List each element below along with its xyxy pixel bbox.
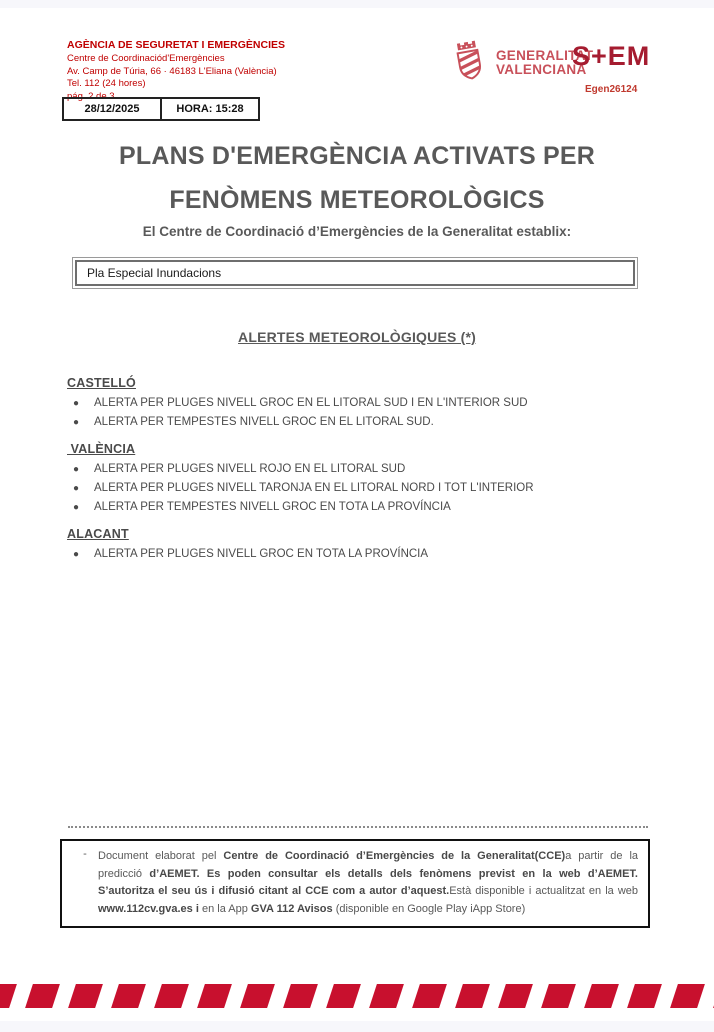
gva-logo-line2: VALENCIANA	[496, 62, 587, 77]
footer-segment: GVA 112 Avisos	[250, 902, 333, 915]
page-bottom-edge	[0, 1021, 714, 1032]
sem-logo: S+EM	[572, 41, 651, 71]
footer-segment: Document elaborat pel	[98, 850, 224, 862]
alert-item	[67, 394, 653, 413]
alert-text: ALERTA PER PLUGES NIVELL GROC EN TOTA LA PROVÍNCIA	[94, 548, 429, 560]
time-cell: HORA: 15:28	[176, 103, 244, 115]
bullet-icon: ●	[73, 398, 80, 409]
dotted-divider	[68, 826, 648, 828]
agency-line-address: Av. Camp de Túria, 66 · 46183 L'Eliana (València)	[67, 65, 277, 77]
alerts-section-heading: ALERTES METEOROLÒGIQUES (*)	[238, 329, 476, 345]
document-reference: Egen26124	[585, 84, 638, 95]
alert-items-alacant	[67, 545, 653, 564]
alert-items-castello	[67, 394, 653, 432]
footer-note-text	[98, 848, 638, 918]
footer-segment: Centre de Coordinació d’Emergències de la Generalitat(CCE)	[223, 850, 566, 862]
province-heading-castello: CASTELLÓ	[67, 376, 136, 390]
alert-item	[67, 413, 653, 432]
agency-name: AGÈNCIA DE SEGURETAT I EMERGÈNCIES	[67, 39, 285, 51]
alerts-section-alacant	[67, 527, 653, 564]
alert-item	[67, 545, 653, 564]
bullet-icon: ●	[73, 464, 80, 475]
bullet-icon: ●	[73, 549, 80, 560]
active-plan-box	[72, 257, 638, 289]
alerts-section-castello	[67, 376, 653, 432]
province-heading-alacant: ALACANT	[67, 527, 129, 541]
footer-segment: (disponible en Google Play iApp Store)	[332, 902, 526, 915]
active-plan-label: Pla Especial Inundacions	[75, 260, 635, 286]
agency-line-phone: Tel. 112 (24 hores)	[67, 78, 146, 89]
alert-text: ALERTA PER TEMPESTES NIVELL GROC EN EL LITORAL SUD.	[94, 416, 434, 428]
province-heading-valencia: VALÈNCIA	[67, 442, 136, 456]
alert-item	[67, 479, 653, 498]
footer-dash-marker: -	[83, 848, 87, 860]
alert-item	[67, 498, 653, 517]
alert-text: ALERTA PER TEMPESTES NIVELL GROC EN TOTA LA PROVÍNCIA	[94, 501, 451, 513]
bullet-icon: ●	[73, 502, 80, 513]
bullet-icon: ●	[73, 483, 80, 494]
footer-segment: en la App	[198, 902, 251, 915]
footer-segment: www.112cv.gva.es i	[98, 902, 199, 915]
page-title: PLANS D'EMERGÈNCIA ACTIVATS PER FENÒMENS METEOROLÒGICS	[118, 142, 596, 214]
alert-text: ALERTA PER PLUGES NIVELL TARONJA EN EL LITORAL NORD I TOT L'INTERIOR	[94, 482, 534, 494]
footer-segment: d’AEMET. Es poden consultar els detalls dels fenòmens previst en la web d’AEMET. S’autoritza el seu ús i difusió citant al CCE com a autor d’aquest.	[98, 867, 638, 897]
gva-logo-line1: GENERALITAT	[496, 48, 594, 63]
date-time-table	[62, 97, 260, 121]
footer-segment: Està disponible i actualitzat en la web	[449, 885, 638, 897]
agency-header	[67, 39, 285, 103]
alerts-section-valencia	[67, 442, 653, 517]
sem-logo-block	[572, 42, 650, 95]
hazard-stripe-decoration	[0, 984, 714, 1008]
alert-text: ALERTA PER PLUGES NIVELL ROJO EN EL LITORAL SUD	[94, 463, 406, 475]
alert-item	[67, 460, 653, 479]
footer-note-box	[60, 839, 650, 928]
alerts-list	[67, 376, 653, 574]
header-logos	[448, 38, 680, 95]
page-subtitle: El Centre de Coordinació d’Emergències de la Generalitat establix:	[142, 224, 572, 239]
page-number: pág. 2 de 3	[67, 90, 115, 102]
bullet-icon: ●	[73, 417, 80, 428]
agency-line-department: Centre de Coordinaciód'Emergències	[67, 53, 225, 64]
page-top-edge	[0, 0, 714, 8]
gva-coat-of-arms-icon	[448, 38, 490, 88]
date-cell: 28/12/2025	[64, 99, 162, 119]
footer-segment: a partir de la predicció	[98, 850, 639, 880]
alert-text: ALERTA PER PLUGES NIVELL GROC EN EL LITORAL SUD I EN L'INTERIOR SUD	[94, 397, 528, 409]
alert-items-valencia	[67, 460, 653, 517]
